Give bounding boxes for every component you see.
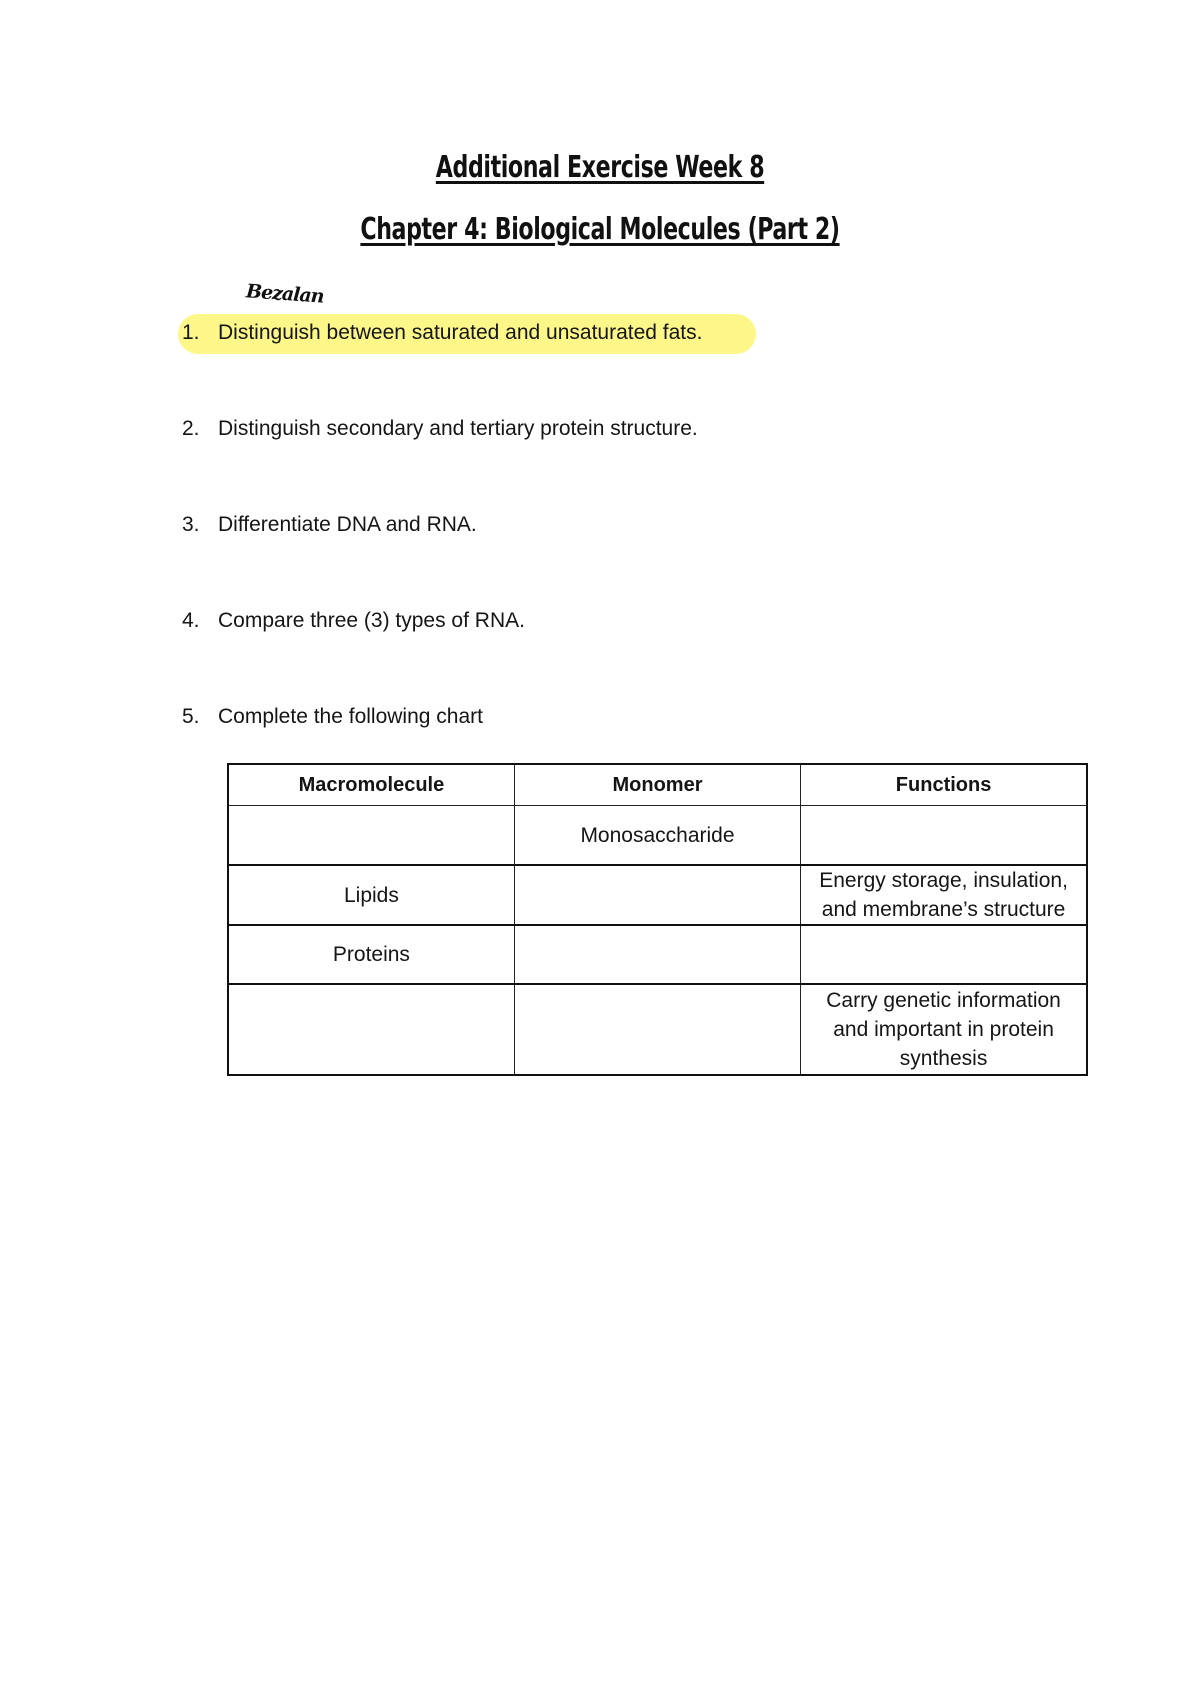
question-item <box>182 609 525 633</box>
cell-monomer[interactable]: Monosaccharide <box>514 806 800 866</box>
cell-monomer[interactable] <box>514 925 800 984</box>
page-subtitle: Chapter 4: Biological Molecules (Part 2) <box>360 212 840 247</box>
question-text: Distinguish secondary and tertiary protein structure. <box>218 417 698 440</box>
table-row <box>228 925 1087 984</box>
question-number: 2. <box>182 417 200 440</box>
question-item <box>182 705 483 729</box>
cell-monomer[interactable] <box>514 865 800 925</box>
question-text: Distinguish between saturated and unsaturated fats. <box>218 321 703 344</box>
cell-functions[interactable] <box>801 925 1087 984</box>
cell-functions[interactable]: Carry genetic information and important in protein synthesis <box>801 984 1087 1075</box>
cell-macromolecule[interactable] <box>228 984 514 1075</box>
question-text: Differentiate DNA and RNA. <box>218 513 477 536</box>
question-item <box>182 417 698 441</box>
table-row <box>228 806 1087 866</box>
cell-monomer[interactable] <box>514 984 800 1075</box>
cell-macromolecule[interactable]: Proteins <box>228 925 514 984</box>
header-macromolecule: Macromolecule <box>228 764 514 806</box>
question-item <box>182 321 702 345</box>
question-number: 4. <box>182 609 200 632</box>
header-monomer: Monomer <box>514 764 800 806</box>
cell-functions[interactable]: Energy storage, insulation, and membrane’s structure <box>801 865 1087 925</box>
question-item <box>182 513 477 537</box>
cell-macromolecule[interactable]: Lipids <box>228 865 514 925</box>
table-header-row <box>228 764 1087 806</box>
question-text: Complete the following chart <box>218 705 483 728</box>
table-row <box>228 984 1087 1075</box>
cell-functions[interactable] <box>801 806 1087 866</box>
question-text: Compare three (3) types of RNA. <box>218 609 525 632</box>
handwritten-note: Bezalan <box>245 280 325 308</box>
table-row <box>228 865 1087 925</box>
page-title: Additional Exercise Week 8 <box>435 150 765 185</box>
cell-macromolecule[interactable] <box>228 806 514 866</box>
question-number: 3. <box>182 513 200 536</box>
question-number: 1. <box>182 321 200 344</box>
macromolecule-chart <box>227 763 1088 1076</box>
question-number: 5. <box>182 705 200 728</box>
header-functions: Functions <box>801 764 1087 806</box>
